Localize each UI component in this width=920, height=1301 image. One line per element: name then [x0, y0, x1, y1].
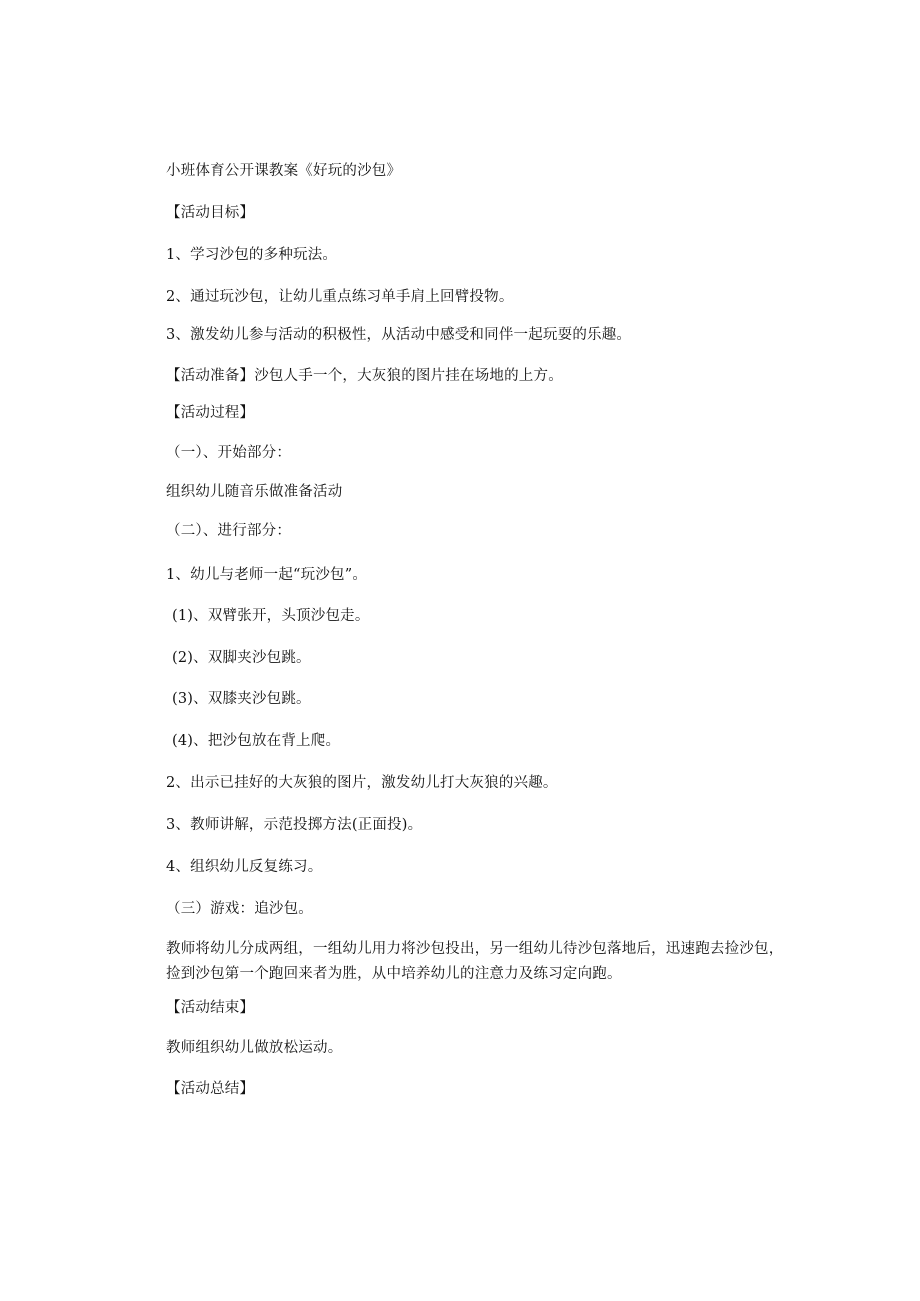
part-2-heading: （二）、进行部分：	[166, 523, 292, 539]
step-2: 2、出示已挂好的大灰狼的图片，激发幼儿打大灰狼的兴趣。	[166, 775, 558, 791]
step-1-sub-1: (1)、双臂张开，头顶沙包走。	[172, 608, 370, 624]
process-heading: 【活动过程】	[166, 405, 255, 421]
step-4: 4、组织幼儿反复练习。	[166, 859, 323, 875]
game-paragraph: 教师将幼儿分成两组，一组幼儿用力将沙包投出，另一组幼儿待沙包落地后，迅速跑去捡沙包，捡到沙包第一个跑回来者为胜，从中培养幼儿的注意力及练习定向跑。	[166, 941, 784, 982]
step-1: 1、幼儿与老师一起“玩沙包”。	[166, 567, 368, 583]
part-1-heading: （一）、开始部分：	[166, 445, 292, 461]
step-3: 3、教师讲解，示范投掷方法(正面投)。	[166, 817, 423, 833]
end-heading: 【活动结束】	[166, 1000, 255, 1016]
goal-item-2: 2、通过玩沙包，让幼儿重点练习单手肩上回臂投物。	[166, 289, 514, 305]
document-title: 小班体育公开课教案《好玩的沙包》	[166, 163, 402, 179]
end-text: 教师组织幼儿做放松运动。	[166, 1040, 343, 1056]
step-1-sub-4: (4)、把沙包放在背上爬。	[172, 733, 341, 749]
part-3-heading: （三）游戏：追沙包。	[166, 901, 313, 917]
goal-item-1: 1、学习沙包的多种玩法。	[166, 247, 338, 263]
step-1-sub-2: (2)、双脚夹沙包跳。	[172, 650, 311, 666]
goals-heading: 【活动目标】	[166, 205, 255, 221]
part-1-text: 组织幼儿随音乐做准备活动	[166, 484, 343, 500]
preparation-text: 【活动准备】沙包人手一个，大灰狼的图片挂在场地的上方。	[166, 368, 563, 384]
step-1-sub-3: (3)、双膝夹沙包跳。	[172, 691, 311, 707]
goal-item-3: 3、激发幼儿参与活动的积极性，从活动中感受和同伴一起玩耍的乐趣。	[166, 327, 632, 343]
summary-heading: 【活动总结】	[166, 1081, 255, 1097]
